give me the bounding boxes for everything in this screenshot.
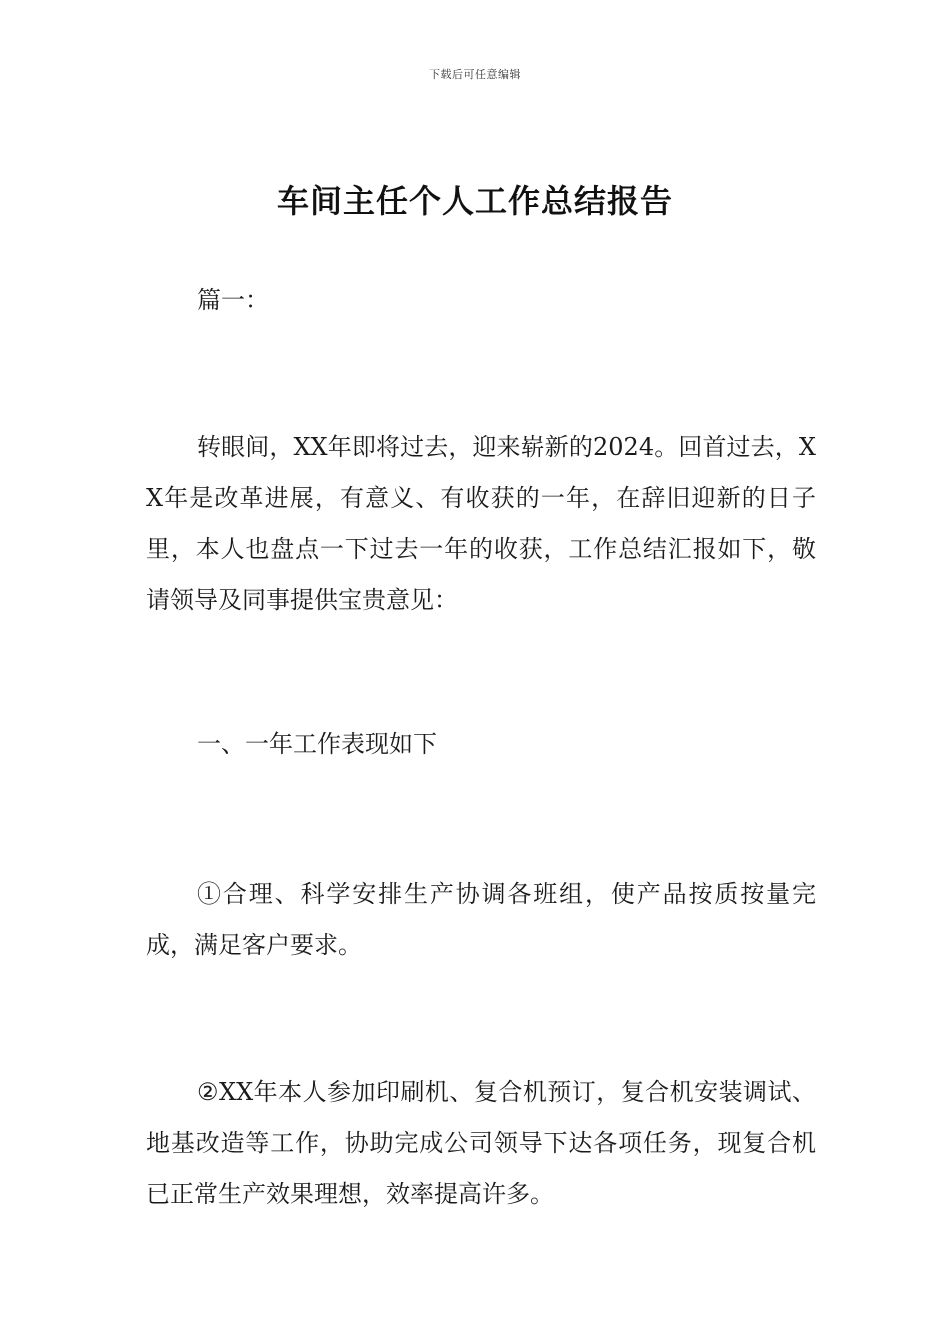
- header-note: 下载后可任意编辑: [429, 68, 521, 81]
- list-item-1: ①合理、科学安排生产协调各班组，使产品按质按量完成，满足客户要求。: [146, 880, 816, 959]
- intro-paragraph: 转眼间，XX年即将过去，迎来崭新的2024。回首过去，XX年是改革进展，有意义、有收获的一年，在辞旧迎新的日子里，本人也盘点一下过去一年的收获，工作总结汇报如下，敬请领导及同事提供宝贵意见：: [146, 433, 816, 614]
- document-title: 车间主任个人工作总结报告: [276, 182, 673, 220]
- list-item-2: ②XX年本人参加印刷机、复合机预订，复合机安装调试、地基改造等工作，协助完成公司领导下达各项任务，现复合机已正常生产效果理想，效率提高许多。: [146, 1078, 816, 1208]
- section-label: 篇一：: [197, 286, 269, 314]
- section-heading: 一、一年工作表现如下: [197, 730, 437, 758]
